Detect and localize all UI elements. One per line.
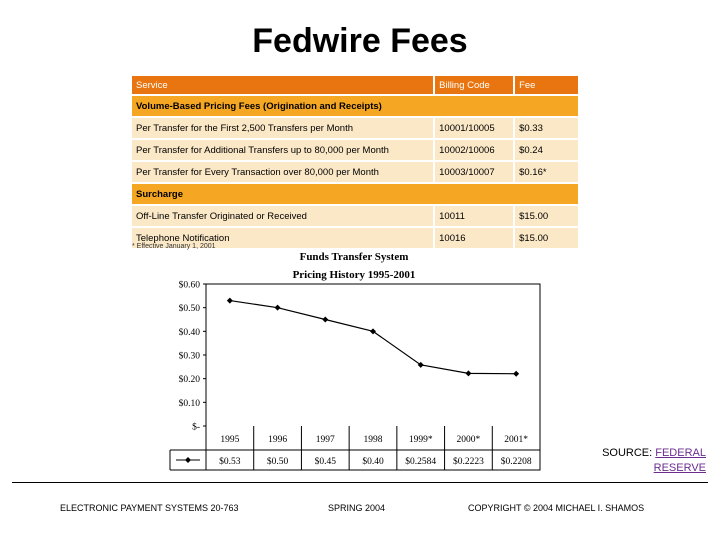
y-tick-label: $0.50 — [178, 304, 200, 315]
chart-subtitle: Pricing History 1995-2001 — [292, 269, 416, 281]
header-service: Service — [132, 76, 434, 95]
y-tick-label: $0.20 — [178, 375, 200, 386]
billing-code-cell: 10011 — [434, 205, 514, 227]
service-cell: Per Transfer for Every Transaction over 80,000 per Month — [132, 161, 434, 183]
y-tick-label: $- — [192, 422, 200, 433]
section-label-volume: Volume-Based Pricing Fees (Origination and Receipts) — [132, 95, 579, 117]
section-row — [132, 183, 579, 205]
data-point — [513, 371, 519, 377]
billing-code-cell: 10001/10005 — [434, 117, 514, 139]
x-tick-label: 2000* — [456, 435, 481, 445]
pricing-history-chart — [166, 246, 542, 472]
header-fee: Fee — [514, 76, 579, 95]
x-tick-label: 1995 — [220, 435, 240, 445]
billing-code-cell: 10016 — [434, 227, 514, 249]
data-point — [227, 298, 233, 304]
table-header-row — [132, 76, 579, 95]
y-tick-label: $0.40 — [178, 327, 200, 338]
service-cell: Telephone Notification — [132, 227, 434, 249]
footer-divider — [12, 482, 708, 483]
y-tick-label: $0.30 — [178, 351, 200, 362]
x-tick-label: 1999* — [408, 435, 433, 445]
table-row — [132, 139, 579, 161]
slide-title: Fedwire Fees — [252, 22, 468, 60]
fee-cell: $0.33 — [514, 117, 579, 139]
x-tick-label: 2001* — [504, 435, 529, 445]
source-link-line2: RESERVE — [653, 462, 706, 474]
chart-svg — [166, 246, 542, 472]
table-footnote: * Effective January 1, 2001 — [132, 243, 216, 250]
data-label: $0.53 — [219, 457, 241, 467]
footer-copyright: COPYRIGHT © 2004 MICHAEL I. SHAMOS — [468, 503, 645, 513]
data-point — [275, 305, 281, 311]
table-row — [132, 117, 579, 139]
billing-code-cell: 10003/10007 — [434, 161, 514, 183]
source-label: SOURCE: — [602, 447, 653, 459]
y-tick-label: $0.10 — [178, 398, 200, 409]
source-note — [602, 446, 706, 476]
series-line — [230, 301, 516, 374]
service-cell: Per Transfer for the First 2,500 Transfers per Month — [132, 117, 434, 139]
footer-term: SPRING 2004 — [328, 503, 386, 513]
service-cell: Per Transfer for Additional Transfers up to 80,000 per Month — [132, 139, 434, 161]
table-row — [132, 161, 579, 183]
data-point — [465, 370, 471, 376]
fee-cell: $0.24 — [514, 139, 579, 161]
fee-cell: $15.00 — [514, 205, 579, 227]
x-tick-label: 1996 — [268, 435, 288, 445]
source-link[interactable] — [654, 447, 706, 474]
x-tick-label: 1997 — [315, 435, 335, 445]
header-billing-code: Billing Code — [434, 76, 514, 95]
fee-table — [132, 76, 580, 250]
data-label: $0.2208 — [500, 457, 532, 467]
section-row — [132, 95, 579, 117]
chart-title: Funds Transfer System — [299, 251, 409, 263]
x-tick-label: 1998 — [363, 435, 383, 445]
legend-marker — [185, 457, 191, 463]
footer-course: ELECTRONIC PAYMENT SYSTEMS 20-763 — [60, 503, 239, 513]
data-point — [322, 317, 328, 323]
y-tick-label: $0.60 — [178, 280, 200, 291]
data-label: $0.50 — [266, 457, 289, 467]
source-link-line1: FEDERAL — [655, 447, 706, 459]
billing-code-cell: 10002/10006 — [434, 139, 514, 161]
fee-cell: $0.16* — [514, 161, 579, 183]
data-label: $0.40 — [362, 457, 384, 467]
service-cell: Off-Line Transfer Originated or Received — [132, 205, 434, 227]
data-label: $0.2584 — [405, 457, 437, 467]
fee-cell: $15.00 — [514, 227, 579, 249]
data-label: $0.45 — [314, 457, 336, 467]
section-label-surcharge: Surcharge — [132, 183, 579, 205]
table-row — [132, 205, 579, 227]
data-label: $0.2223 — [452, 457, 484, 467]
